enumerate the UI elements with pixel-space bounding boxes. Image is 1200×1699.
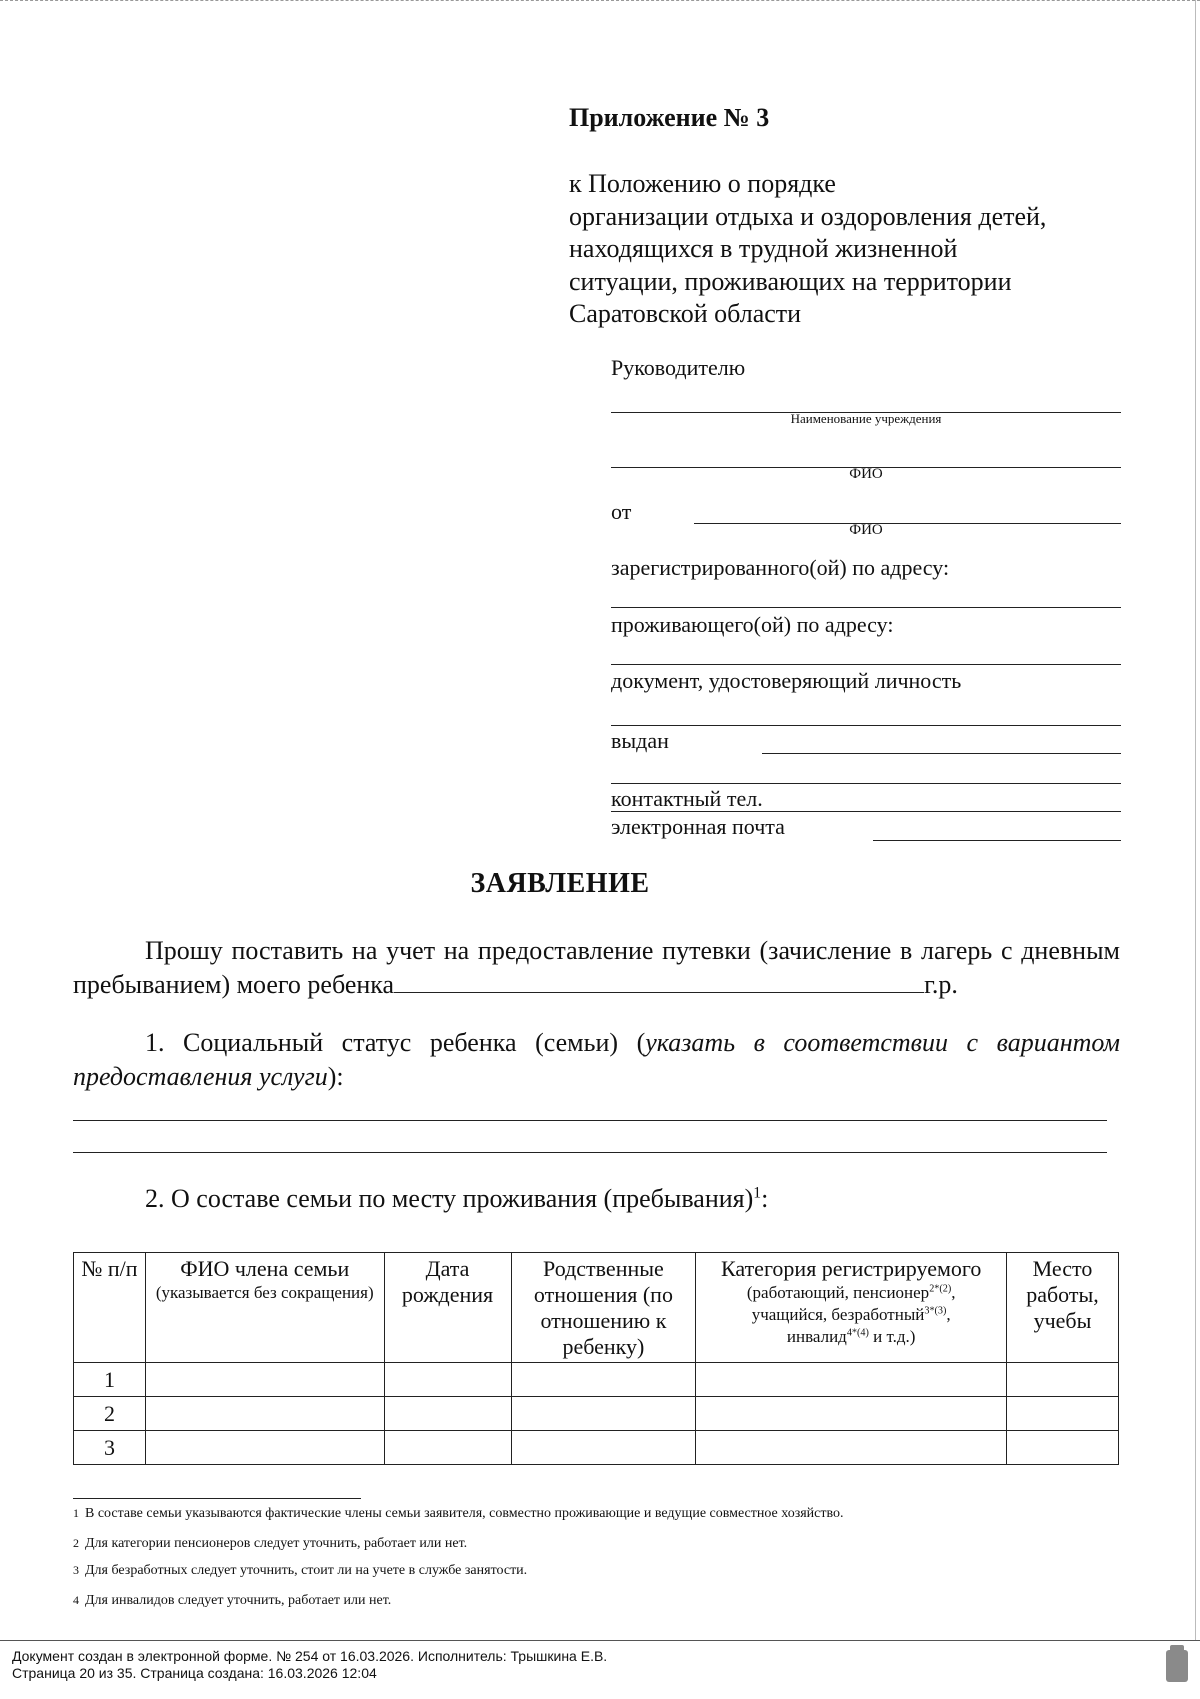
living-address-label: проживающего(ой) по адресу:	[611, 612, 894, 637]
living-address-line[interactable]	[611, 664, 1121, 665]
institution-caption: Наименование учреждения	[790, 411, 942, 426]
footnote-text: Для безработных следует уточнить, стоит ли на учете в службе занятости.	[85, 1563, 528, 1578]
cell-work[interactable]	[1007, 1397, 1119, 1431]
section-1-note: указать в соответствии с вариантом предоставления услуги	[73, 1028, 1120, 1091]
footnote-number: 3	[73, 1563, 79, 1577]
section-2-text: 2. О составе семьи по месту проживания (пребывания)	[145, 1184, 754, 1213]
section-1-text: 1. Социальный статус ребенка (семьи) (	[145, 1028, 646, 1057]
id-document-label: документ, удостоверяющий личность	[611, 668, 962, 693]
birth-year-suffix: г.р.	[924, 970, 958, 999]
footnote-text: Для категории пенсионеров следует уточнить, работает или нет.	[85, 1536, 468, 1551]
footnote-text: Для инвалидов следует уточнить, работает или нет.	[85, 1593, 392, 1608]
footnote-2	[73, 1536, 467, 1552]
cell-birth[interactable]	[384, 1397, 511, 1431]
table-row	[74, 1431, 1119, 1465]
annex-subtitle-line: ситуации, проживающих на территории	[569, 266, 1012, 296]
row-number: 1	[74, 1363, 146, 1397]
annex-subtitle	[569, 168, 1109, 331]
head-fio-caption: ФИО	[849, 466, 883, 482]
annex-subtitle-line: Саратовской области	[569, 299, 802, 328]
issued-label: выдан	[611, 728, 669, 753]
cell-birth[interactable]	[384, 1363, 511, 1397]
footnote-1	[73, 1506, 844, 1522]
cell-category[interactable]	[696, 1363, 1007, 1397]
category-text-c: инвалид	[786, 1327, 847, 1346]
social-status-line-1[interactable]	[73, 1120, 1107, 1121]
cell-fio[interactable]	[145, 1431, 384, 1465]
cell-category[interactable]	[696, 1397, 1007, 1431]
footer-line-2: Страница 20 из 35. Страница создана: 16.03.2026 12:04	[12, 1665, 377, 1681]
table-header-row	[74, 1253, 1119, 1363]
category-sup-b: 3*(3)	[924, 1305, 947, 1317]
category-text-a: (работающий, пенсионер	[746, 1283, 930, 1302]
cell-relation[interactable]	[511, 1431, 696, 1465]
header-fio	[145, 1253, 384, 1363]
id-document-line[interactable]	[611, 725, 1121, 726]
footnote-number: 1	[73, 1506, 79, 1520]
table-row	[74, 1363, 1119, 1397]
footnote-4	[73, 1593, 391, 1609]
header-fio-main: ФИО члена семьи	[180, 1256, 350, 1281]
email-line[interactable]	[873, 840, 1121, 841]
document-title: ЗАЯВЛЕНИЕ	[470, 868, 650, 899]
category-text-b: учащийся, безработный	[751, 1305, 925, 1324]
footer-line-1: Документ создан в электронной форме. № 254 от 16.03.2026. Исполнитель: Трышкина Е.В.	[12, 1648, 608, 1664]
cell-work[interactable]	[1007, 1363, 1119, 1397]
section-1-paragraph	[73, 1026, 1120, 1094]
header-birth: Дата рождения	[384, 1253, 511, 1363]
issued-line[interactable]	[762, 753, 1121, 754]
cell-relation[interactable]	[511, 1397, 696, 1431]
registered-address-line[interactable]	[611, 607, 1121, 608]
table-row	[74, 1397, 1119, 1431]
footnote-ref-1: 1	[753, 1184, 762, 1202]
family-table	[73, 1252, 1119, 1465]
annex-title: Приложение № 3	[569, 103, 770, 132]
applicant-fio-caption: ФИО	[849, 522, 883, 538]
category-text-d: и т.д.)	[868, 1327, 916, 1346]
header-num: № п/п	[74, 1253, 146, 1363]
cell-fio[interactable]	[145, 1397, 384, 1431]
footnote-number: 4	[73, 1593, 79, 1607]
footnote-number: 2	[73, 1536, 79, 1550]
row-number: 3	[74, 1431, 146, 1465]
header-work: Место работы, учебы	[1007, 1253, 1119, 1363]
document-stamp-icon	[1166, 1650, 1188, 1682]
header-category-note: (работающий, пенсионер$^{2*(2)}$, учащийся, безработный$^{3*(3)}$, инвалид$^{4*(4)}$ и т.д.)	[746, 1283, 956, 1346]
cell-relation[interactable]	[511, 1363, 696, 1397]
issued-line-2[interactable]	[611, 783, 1121, 784]
section-1-end: ):	[327, 1062, 344, 1091]
scan-top-edge	[0, 0, 1200, 5]
scan-right-edge	[1195, 0, 1196, 1640]
annex-subtitle-line: организации отдыха и оздоровления детей,	[569, 201, 1047, 231]
header-relation: Родственные отношения (по отношению к ребенку)	[511, 1253, 696, 1363]
cell-category[interactable]	[696, 1431, 1007, 1465]
from-label: от	[611, 499, 632, 524]
header-category	[696, 1253, 1007, 1363]
section-2-end: :	[761, 1184, 769, 1213]
request-paragraph	[73, 934, 1120, 1002]
email-label: электронная почта	[611, 814, 785, 839]
footnote-3	[73, 1563, 527, 1579]
phone-label: контактный тел.	[611, 786, 763, 811]
addressee-label: Руководителю	[611, 355, 746, 380]
footnote-text: В составе семьи указываются фактические члены семьи заявителя, совместно проживающие и ведущие совместное хозяйство.	[85, 1506, 844, 1521]
cell-fio[interactable]	[145, 1363, 384, 1397]
annex-subtitle-line: находящихся в трудной жизненной	[569, 234, 958, 263]
footnote-separator	[73, 1498, 361, 1499]
header-category-main: Категория регистрируемого	[720, 1256, 982, 1281]
cell-work[interactable]	[1007, 1431, 1119, 1465]
category-sup-c: 4*(4)	[846, 1327, 869, 1339]
annex-subtitle-line: к Положению о порядке	[569, 169, 836, 198]
category-sup-a: 2*(2)	[929, 1283, 952, 1295]
footer-text	[12, 1648, 607, 1682]
row-number: 2	[74, 1397, 146, 1431]
header-fio-note: (указывается без сокращения)	[155, 1283, 374, 1302]
cell-birth[interactable]	[384, 1431, 511, 1465]
section-2-title	[145, 1184, 768, 1214]
social-status-line-2[interactable]	[73, 1152, 1107, 1153]
child-name-field[interactable]	[394, 968, 924, 993]
registered-address-label: зарегистрированного(ой) по адресу:	[611, 555, 950, 580]
phone-line[interactable]	[611, 811, 1121, 812]
request-text: Прошу поставить на учет на предоставление путевки (зачисление в лагерь с дневным пребыванием) моего ребенка	[73, 936, 1120, 999]
